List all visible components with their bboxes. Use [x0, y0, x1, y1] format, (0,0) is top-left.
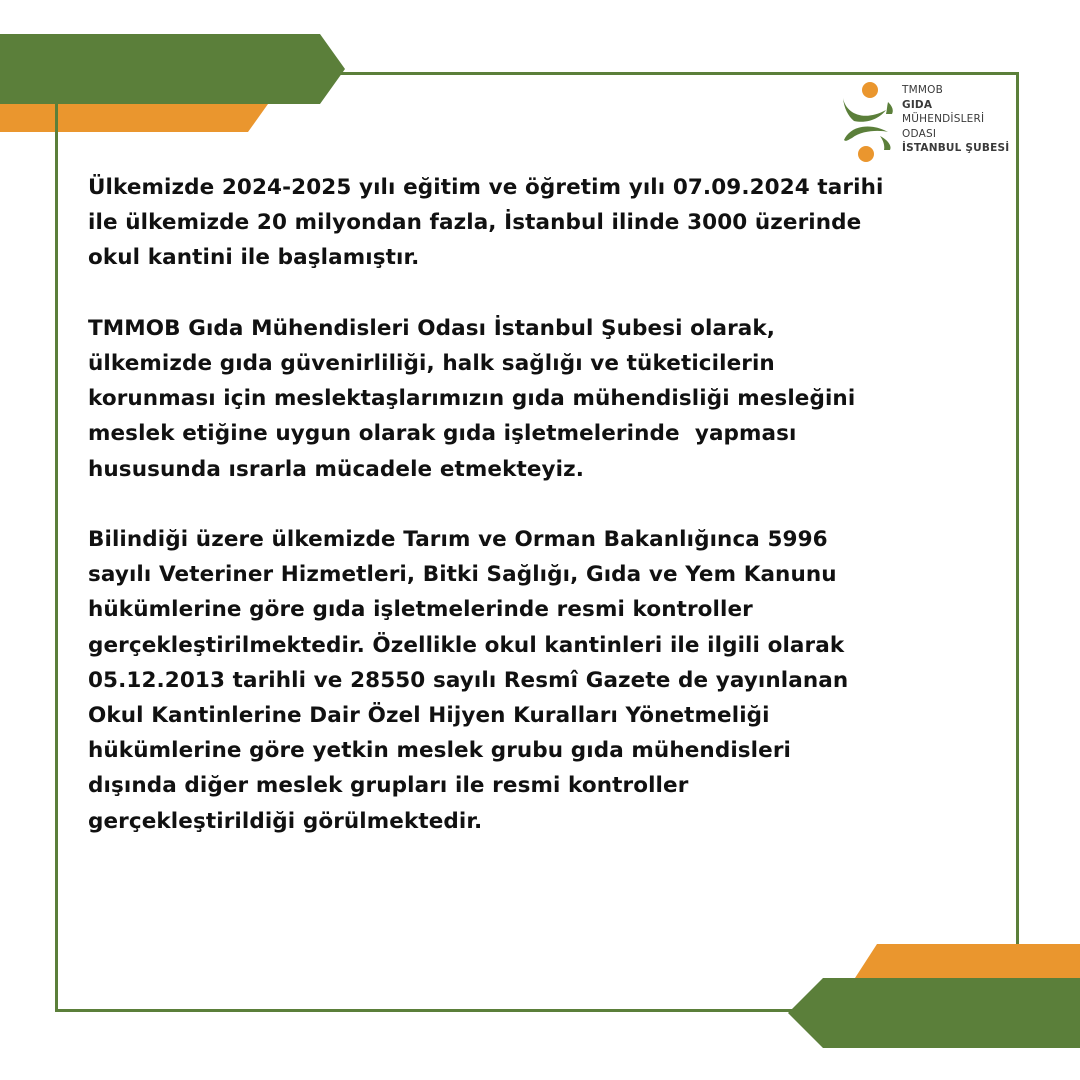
logo-line-tmmob: TMMOB [902, 84, 944, 96]
paragraph-1: Ülkemizde 2024-2025 yılı eğitim ve öğretim yılı 07.09.2024 tarihi ile ülkemizde 20 milyondan fazla, İstanbul ilinde 3000 üzerinde okul kantini ile başlamıştır. [88, 175, 884, 271]
logo-line-gida: GIDA [902, 98, 933, 111]
logo-line-istanbul-subesi: İSTANBUL ŞUBESİ [902, 142, 1010, 154]
bottom-right-green-band [788, 978, 1080, 1048]
logo-mark-icon [840, 80, 900, 166]
bottom-right-orange-band [855, 944, 1080, 978]
logo-text [902, 83, 1009, 156]
announcement-body [88, 170, 988, 839]
tmmob-logo [840, 80, 1020, 166]
paragraph-3: Bilindiği üzere ülkemizde Tarım ve Orman Bakanlığınca 5996 sayılı Veteriner Hizmetleri, Bitki Sağlığı, Gıda ve Yem Kanunu hükümlerine göre gıda işletmelerinde resmi kontroller gerçekleştirilmektedir. Özellikle okul kantinleri ile ilgili olarak 05.12.2013 tarihli ve 28550 sayılı Resmî Gazete de yayınlanan Okul Kantinlerine Dair Özel Hijyen Kuralları Yönetmeliği hükümlerine göre yetkin meslek grubu gıda mühendisleri dışında diğer meslek grupları ile resmi kontroller gerçekleştirildiği görülmektedir. [88, 527, 849, 834]
logo-line-odasi: ODASI [902, 127, 937, 140]
logo-line-muhendisleri: MÜHENDİSLERİ [902, 113, 985, 125]
paragraph-2: TMMOB Gıda Mühendisleri Odası İstanbul Şubesi olarak, ülkemizde gıda güvenirliliği, halk sağlığı ve tüketicilerin korunması için meslektaşlarımızın gıda mühendisliği mesleğini meslek etiğine uygun olarak gıda işletmelerinde yapması hususunda ısrarla mücadele etmekteyiz. [88, 315, 856, 482]
